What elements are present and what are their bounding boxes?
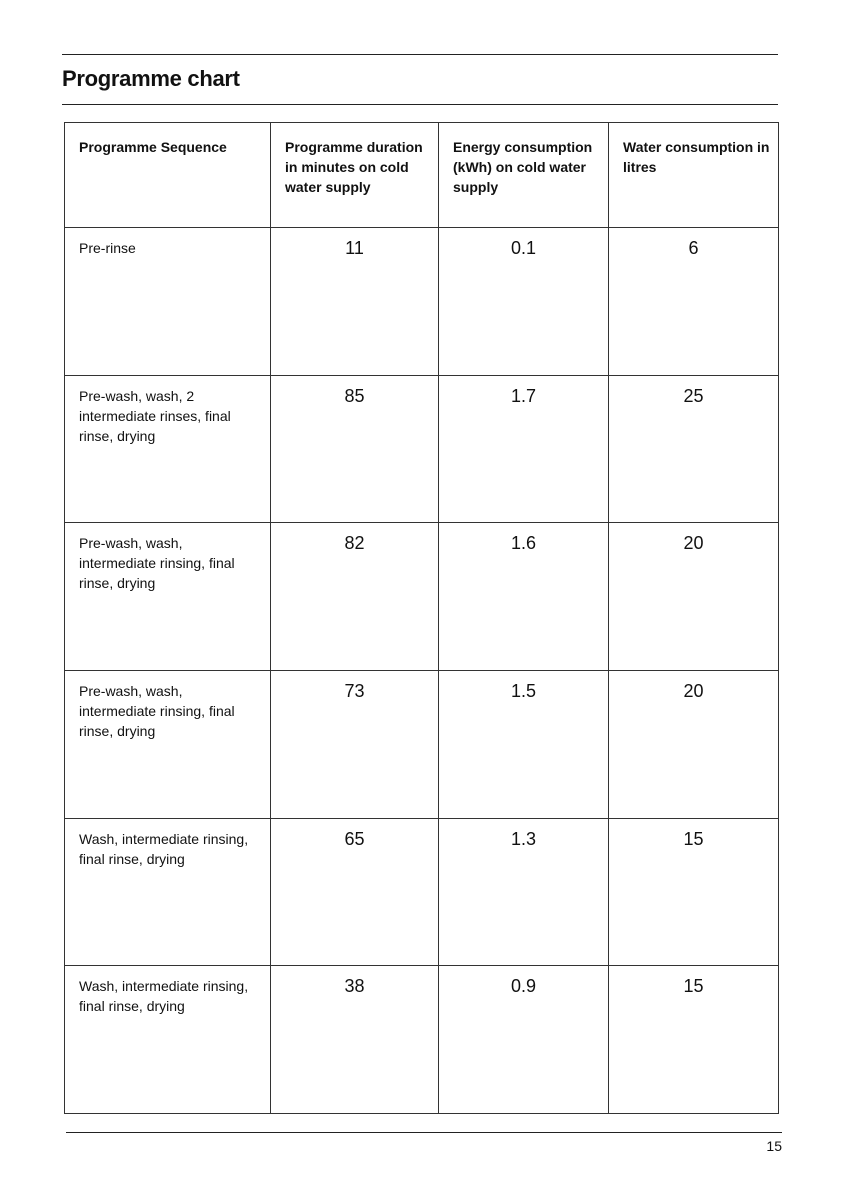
title-rule bbox=[62, 104, 778, 105]
cell-energy: 1.3 bbox=[439, 818, 609, 966]
table-header-row bbox=[65, 123, 779, 228]
programme-chart-table bbox=[64, 122, 779, 1114]
cell-sequence: Pre-wash, wash, intermediate rinsing, final rinse, drying bbox=[65, 523, 271, 671]
cell-energy: 1.7 bbox=[439, 375, 609, 523]
cell-water: 15 bbox=[609, 818, 779, 966]
header-energy-consumption: Energy consumption (kWh) on cold water supply bbox=[439, 123, 609, 228]
table-row bbox=[65, 670, 779, 818]
cell-water: 25 bbox=[609, 375, 779, 523]
cell-sequence: Pre-wash, wash, intermediate rinsing, final rinse, drying bbox=[65, 670, 271, 818]
cell-sequence: Wash, intermediate rinsing, final rinse, drying bbox=[65, 966, 271, 1114]
header-programme-duration: Programme duration in minutes on cold water supply bbox=[271, 123, 439, 228]
cell-duration: 73 bbox=[271, 670, 439, 818]
cell-duration: 11 bbox=[271, 228, 439, 376]
cell-energy: 0.1 bbox=[439, 228, 609, 376]
table-row bbox=[65, 523, 779, 671]
top-rule bbox=[62, 54, 778, 55]
cell-water: 6 bbox=[609, 228, 779, 376]
page-title: Programme chart bbox=[62, 66, 240, 91]
bottom-rule bbox=[66, 1132, 782, 1133]
cell-energy: 0.9 bbox=[439, 966, 609, 1114]
cell-duration: 38 bbox=[271, 966, 439, 1114]
cell-duration: 85 bbox=[271, 375, 439, 523]
header-water-consumption: Water consumption in litres bbox=[609, 123, 779, 228]
page-number: 15 bbox=[766, 1138, 782, 1154]
table-row bbox=[65, 818, 779, 966]
cell-water: 20 bbox=[609, 670, 779, 818]
cell-energy: 1.6 bbox=[439, 523, 609, 671]
cell-energy: 1.5 bbox=[439, 670, 609, 818]
cell-water: 20 bbox=[609, 523, 779, 671]
cell-duration: 82 bbox=[271, 523, 439, 671]
cell-sequence: Wash, intermediate rinsing, final rinse, drying bbox=[65, 818, 271, 966]
table-row bbox=[65, 966, 779, 1114]
header-programme-sequence: Programme Sequence bbox=[65, 123, 271, 228]
cell-water: 15 bbox=[609, 966, 779, 1114]
table-row bbox=[65, 228, 779, 376]
cell-sequence: Pre-rinse bbox=[65, 228, 271, 376]
table-row bbox=[65, 375, 779, 523]
cell-sequence: Pre-wash, wash, 2 intermediate rinses, final rinse, drying bbox=[65, 375, 271, 523]
cell-duration: 65 bbox=[271, 818, 439, 966]
